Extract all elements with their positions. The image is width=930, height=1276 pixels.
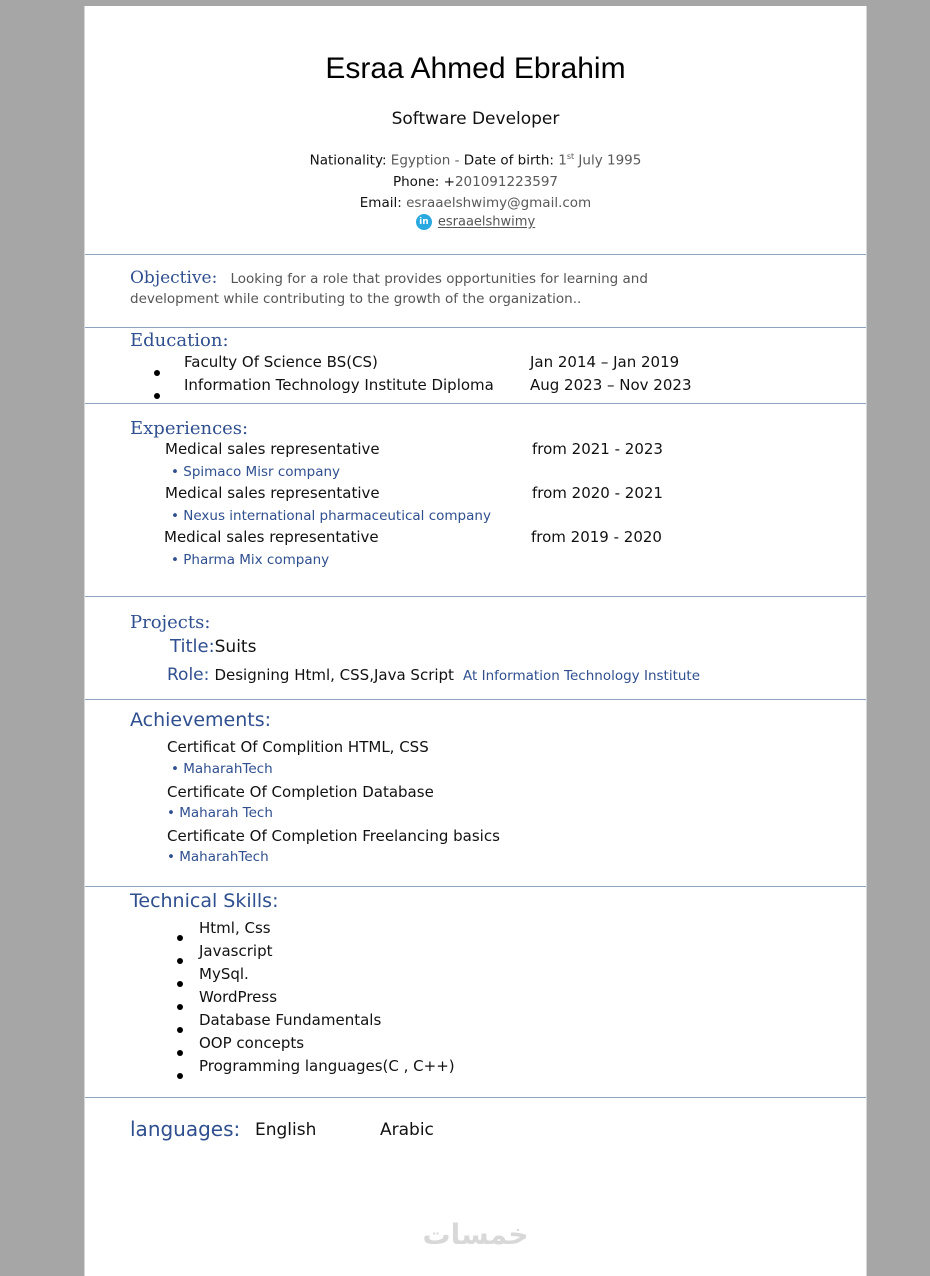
project-role-label: Role: xyxy=(167,665,210,685)
phone-value: 201091223597 xyxy=(454,174,559,190)
project-title-label: Title: xyxy=(170,636,215,657)
list-bullet xyxy=(177,995,183,1014)
phone-line xyxy=(85,174,866,190)
candidate-name: Esraa Ahmed Ebrahim xyxy=(325,52,626,85)
objective-heading: Objective: xyxy=(130,268,218,288)
experience-period: from 2019 - 2020 xyxy=(531,528,662,546)
list-bullet xyxy=(177,1041,183,1060)
project-role-value: Designing Html, CSS,Java Script xyxy=(214,666,454,684)
list-bullet xyxy=(177,1064,183,1083)
phone-plus: + xyxy=(443,174,455,190)
linkedin-link[interactable]: esraaelshwimy xyxy=(437,214,536,230)
divider xyxy=(85,254,866,255)
list-bullet xyxy=(154,361,160,380)
languages-heading: languages: xyxy=(130,1117,241,1141)
experience-period: from 2020 - 2021 xyxy=(532,484,663,502)
skills-heading: Technical Skills: xyxy=(130,890,279,912)
dob-day: 1 xyxy=(558,152,567,169)
list-bullet xyxy=(177,972,183,991)
achievement-issuer: • MaharahTech xyxy=(171,761,273,777)
experience-role: Medical sales representative xyxy=(164,528,379,546)
education-title: Faculty Of Science BS(CS) xyxy=(184,353,378,371)
experiences-heading: Experiences: xyxy=(130,418,249,439)
education-dates: Jan 2014 – Jan 2019 xyxy=(530,353,680,371)
email-label: Email: xyxy=(359,195,402,211)
achievement-title: Certificate Of Completion Database xyxy=(167,783,434,801)
divider xyxy=(85,1097,866,1098)
linkedin-icon: in xyxy=(416,214,432,230)
job-title: Software Developer xyxy=(391,109,560,129)
objective-text-1: Looking for a role that provides opportunities for learning and xyxy=(230,271,648,287)
experience-company: • Pharma Mix company xyxy=(171,552,330,568)
phone-label: Phone: xyxy=(392,174,440,190)
language-item: English xyxy=(255,1120,317,1140)
project-role-org: At Information Technology Institute xyxy=(463,668,701,684)
projects-heading: Projects: xyxy=(130,612,211,633)
education-dates: Aug 2023 – Nov 2023 xyxy=(530,376,692,394)
project-title-value: Suits xyxy=(214,637,257,657)
email-line xyxy=(85,195,866,211)
project-title-line xyxy=(170,636,256,657)
experience-role: Medical sales representative xyxy=(165,484,380,502)
skill-item: MySql. xyxy=(199,965,249,983)
experience-company: • Nexus international pharmaceutical company xyxy=(171,508,491,524)
cv-page xyxy=(84,6,867,1276)
dob-rest: July 1995 xyxy=(574,152,642,169)
objective-line-1 xyxy=(130,268,648,288)
list-bullet xyxy=(177,949,183,968)
linkedin-line xyxy=(85,214,866,230)
nationality-value: Egyption xyxy=(390,152,451,169)
skill-item: OOP concepts xyxy=(199,1034,305,1052)
divider xyxy=(85,403,866,404)
email-value: esraaelshwimy@gmail.com xyxy=(406,195,592,211)
dob-suffix: st xyxy=(566,152,575,161)
experience-period: from 2021 - 2023 xyxy=(532,440,663,458)
nationality-label: Nationality: xyxy=(309,152,387,169)
achievement-title: Certificat Of Complition HTML, CSS xyxy=(167,738,429,756)
separator: - xyxy=(450,152,464,169)
list-bullet xyxy=(177,926,183,945)
achievement-title: Certificate Of Completion Freelancing basics xyxy=(167,827,500,845)
divider xyxy=(85,886,866,887)
skill-item: Javascript xyxy=(199,942,273,960)
education-heading: Education: xyxy=(130,330,229,351)
project-role-line xyxy=(167,665,700,685)
achievements-heading: Achievements: xyxy=(130,709,272,731)
divider xyxy=(85,699,866,700)
list-bullet xyxy=(154,384,160,403)
objective-text-2: development while contributing to the growth of the organization.. xyxy=(130,291,582,307)
skill-item: Programming languages(C , C++) xyxy=(199,1057,455,1075)
achievement-issuer: • Maharah Tech xyxy=(167,805,273,821)
skill-item: WordPress xyxy=(199,988,278,1006)
experience-role: Medical sales representative xyxy=(165,440,380,458)
skill-item: Database Fundamentals xyxy=(199,1011,382,1029)
nationality-dob-line xyxy=(85,152,866,169)
divider xyxy=(85,596,866,597)
experience-company: • Spimaco Misr company xyxy=(171,464,341,480)
divider xyxy=(85,327,866,328)
dob-label: Date of birth: xyxy=(463,152,554,169)
education-title: Information Technology Institute Diploma xyxy=(184,376,494,394)
achievement-issuer: • MaharahTech xyxy=(167,849,269,865)
list-bullet xyxy=(177,1018,183,1037)
language-item: Arabic xyxy=(380,1120,434,1140)
watermark-logo: خمسات xyxy=(422,1218,529,1251)
skill-item: Html, Css xyxy=(199,919,271,937)
